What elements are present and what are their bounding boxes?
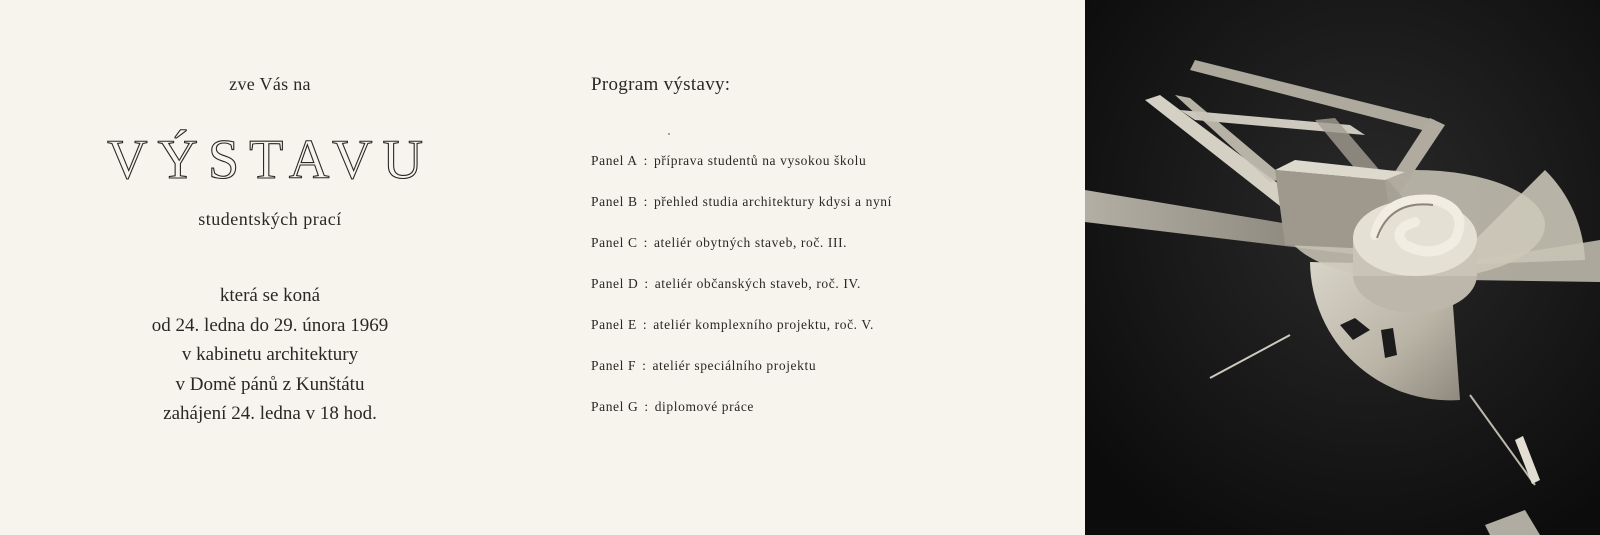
panel-description: diplomové práce [654,399,755,414]
invitation-intro: zve Vás na [229,74,311,94]
program-item [591,194,892,235]
panel-separator: : [643,235,648,250]
model-illustration [1085,0,1600,535]
architectural-model-photo [1085,0,1600,535]
panel-description: ateliér komplexního projektu, roč. V. [653,317,874,332]
details-line: která se koná [219,285,321,306]
program-item [591,276,892,317]
program-item [591,358,892,399]
panel-separator: : [642,358,647,373]
exhibition-title: VÝSTAVU [107,129,433,191]
details-line: od 24. ledna do 29. února 1969 [151,314,389,336]
invitation-panel [0,0,540,535]
program-title: Program výstavy: [591,74,731,95]
details-line: v kabinetu architektury [181,344,359,365]
panel-label: Panel G [591,399,639,414]
panel-separator: : [642,317,648,332]
exhibition-details [0,281,540,429]
panel-separator: : [643,153,648,168]
panel-label: Panel D [591,276,639,291]
panel-separator: : [644,399,649,414]
details-line: v Domě pánů z Kunštátu [175,373,365,395]
program-list [591,153,892,440]
program-item [591,153,892,194]
panel-separator: : [643,194,648,209]
decorative-dot [668,133,670,135]
panel-label: Panel A [591,153,638,168]
panel-description: přehled studia architektury kdysi a nyní [653,194,893,209]
panel-description: ateliér obytných staveb, roč. III. [653,235,848,250]
panel-label: Panel B [591,194,638,209]
panel-label: Panel C [591,235,638,250]
exhibition-subtitle: studentských prací [198,209,342,229]
panel-label: Panel F [591,358,637,373]
program-item [591,317,892,358]
panel-separator: : [644,276,649,291]
program-item [591,235,892,276]
panel-description: ateliér občanských staveb, roč. IV. [654,276,861,291]
panel-description: ateliér speciálního projektu [652,358,817,373]
panel-description: příprava studentů na vysokou školu [653,153,867,168]
program-item [591,399,892,440]
panel-label: Panel E [591,317,637,332]
details-line: zahájení 24. ledna v 18 hod. [163,403,377,424]
